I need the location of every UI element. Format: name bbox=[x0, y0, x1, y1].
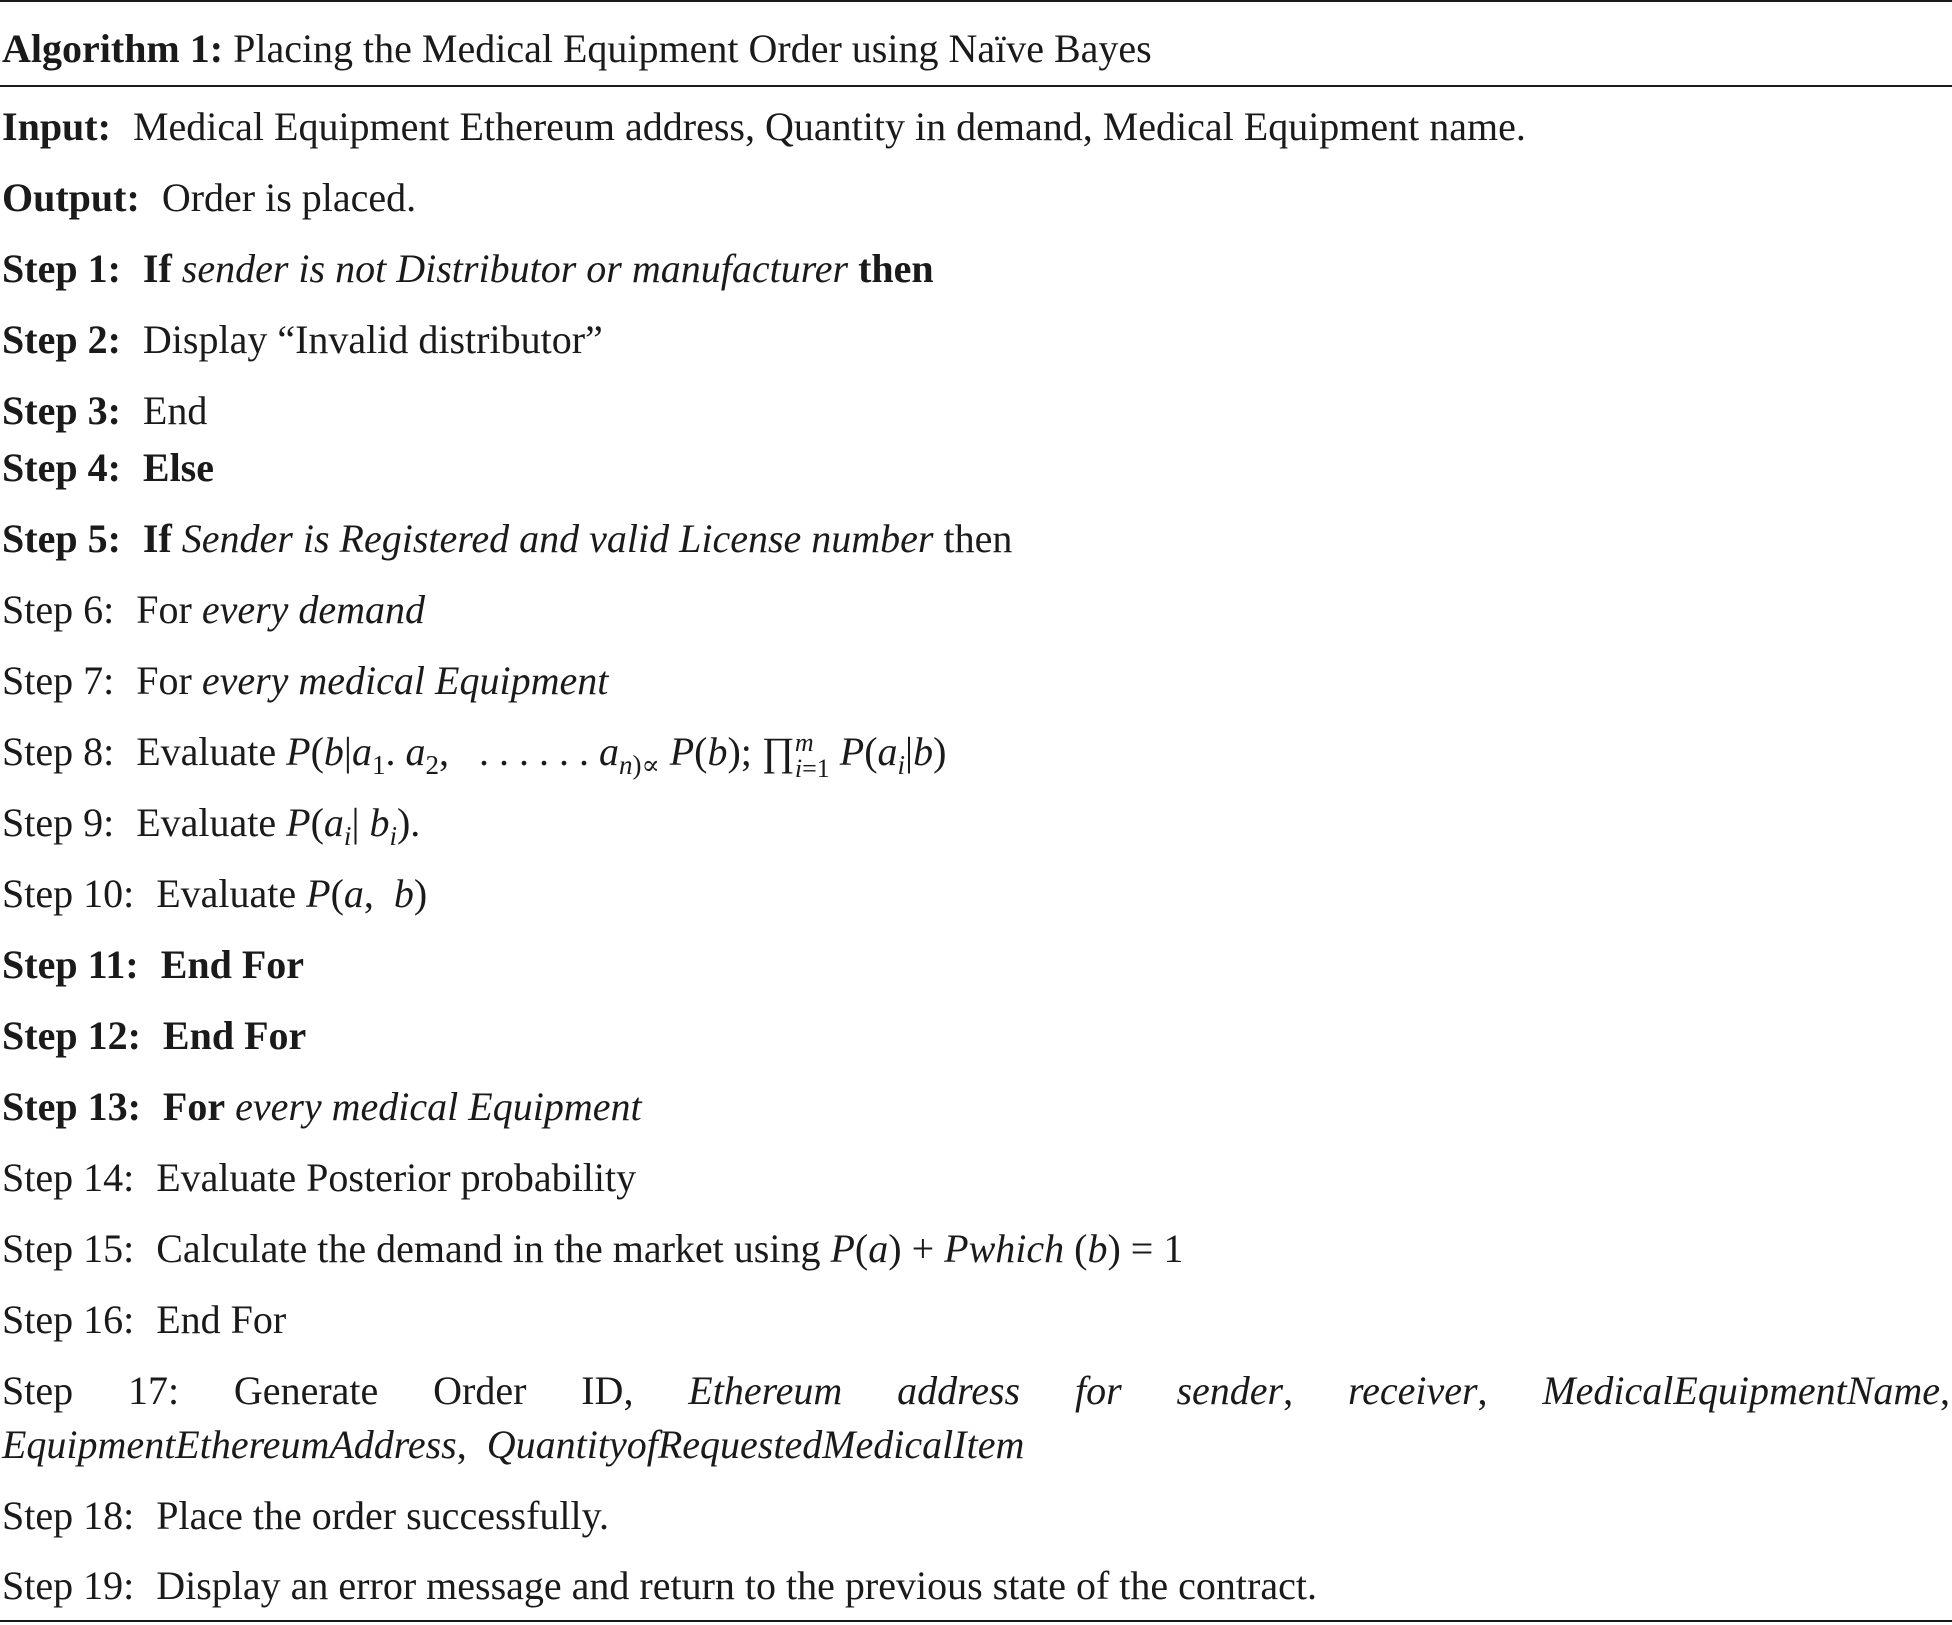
step-6 bbox=[2, 585, 425, 635]
caption-rule bbox=[0, 85, 1952, 87]
demand-formula: P(a) + Pwhich (b) = 1 bbox=[830, 1226, 1184, 1271]
step-italic: EquipmentEthereumAddress bbox=[2, 1422, 457, 1467]
step-10 bbox=[2, 869, 427, 919]
step-17: Step 17: Generate Order ID, Ethereum address for sender, receiver, MedicalEquipmentName, bbox=[2, 1368, 1951, 1413]
step-2 bbox=[2, 315, 603, 365]
keyword: Else bbox=[142, 445, 215, 490]
step-18 bbox=[2, 1491, 609, 1541]
step-label: Step 16: bbox=[2, 1297, 135, 1342]
step-7 bbox=[2, 656, 608, 706]
step-13 bbox=[2, 1082, 642, 1132]
step-text: Order bbox=[433, 1368, 527, 1413]
step-14 bbox=[2, 1153, 636, 1203]
step-italic: Ethereum address for sender bbox=[688, 1368, 1284, 1413]
step-text: Calculate the demand in the market using bbox=[156, 1226, 821, 1271]
step-italic: QuantityofRequestedMedicalItem bbox=[486, 1422, 1025, 1467]
step-italic: every medical Equipment bbox=[235, 1084, 642, 1129]
joint-formula: P(a, b) bbox=[306, 871, 428, 916]
step-text: End bbox=[142, 388, 208, 433]
step-label: Step 5: bbox=[2, 516, 121, 561]
step-label: Step 14: bbox=[2, 1155, 135, 1200]
naive-bayes-formula: $P(b|a_1$. $a_2$, . . . . . . $a_{n)\propto}$ P(b); ∏ m i=1 $P(a_i|b)$ bbox=[286, 727, 947, 783]
step-italic: MedicalEquipmentName bbox=[1542, 1368, 1941, 1413]
step-label: Step 13: bbox=[2, 1084, 141, 1129]
step-text: Evaluate bbox=[136, 729, 277, 774]
step-label: Step 1: bbox=[2, 246, 121, 291]
input-text: Medical Equipment Ethereum address, Quantity in demand, Medical Equipment name. bbox=[132, 104, 1526, 149]
bottom-rule bbox=[0, 1620, 1952, 1622]
step-label: Step 19: bbox=[2, 1563, 135, 1608]
condition: sender is not Distributor or manufacturer bbox=[181, 246, 849, 291]
step-15 bbox=[2, 1224, 1183, 1274]
step-text: End For bbox=[156, 1297, 287, 1342]
step-17-continued: EquipmentEthereumAddress, QuantityofRequestedMedicalItem bbox=[2, 1422, 1025, 1467]
step-19 bbox=[2, 1561, 1317, 1611]
keyword: End For bbox=[160, 942, 305, 987]
keyword: End For bbox=[162, 1013, 307, 1058]
step-label: Step 7: bbox=[2, 658, 115, 703]
keyword: If bbox=[142, 246, 172, 291]
step-label: Step 8: bbox=[2, 729, 115, 774]
keyword: then bbox=[858, 246, 934, 291]
step-16 bbox=[2, 1295, 286, 1345]
step-12 bbox=[2, 1011, 306, 1061]
step-text: Evaluate Posterior probability bbox=[156, 1155, 637, 1200]
top-rule bbox=[0, 0, 1952, 2]
step-5 bbox=[2, 514, 1012, 564]
step-italic: every medical Equipment bbox=[201, 658, 609, 703]
step-text: Display “Invalid distributor” bbox=[142, 317, 603, 362]
step-text: Generate bbox=[233, 1368, 379, 1413]
step-3 bbox=[2, 386, 207, 436]
step-label: Step 9: bbox=[2, 800, 115, 845]
step-9 bbox=[2, 798, 421, 851]
output-label: Output: bbox=[2, 175, 140, 220]
step-text: Place the order successfully. bbox=[156, 1493, 610, 1538]
keyword: For bbox=[162, 1084, 226, 1129]
keyword: If bbox=[142, 516, 172, 561]
step-4 bbox=[2, 443, 214, 493]
step-label: Step 6: bbox=[2, 587, 115, 632]
algorithm-title: Placing the Medical Equipment Order using Naïve Bayes bbox=[233, 26, 1152, 71]
step-text: Evaluate bbox=[136, 800, 277, 845]
input-label: Input: bbox=[2, 104, 111, 149]
algorithm-caption bbox=[2, 24, 1152, 74]
step-text: Display an error message and return to the previous state of the contract. bbox=[156, 1563, 1317, 1608]
condition: Sender is Registered and valid License number bbox=[181, 516, 934, 561]
step-text: For bbox=[136, 658, 192, 703]
step-italic: every demand bbox=[201, 587, 426, 632]
output-line bbox=[2, 173, 416, 223]
step-label: Step 4: bbox=[2, 445, 121, 490]
likelihood-formula: $P(a_i|$ $b_i$). bbox=[286, 800, 421, 851]
step-11 bbox=[2, 940, 304, 990]
step-label: Step 15: bbox=[2, 1226, 135, 1271]
step-label: Step 18: bbox=[2, 1493, 135, 1538]
step-text: For bbox=[136, 587, 192, 632]
input-line bbox=[2, 102, 1526, 152]
step-label: Step 2: bbox=[2, 317, 121, 362]
algorithm-label: Algorithm 1: bbox=[2, 26, 224, 71]
step-text: then bbox=[943, 516, 1013, 561]
step-text: ID, bbox=[581, 1368, 634, 1413]
step-1 bbox=[2, 244, 934, 294]
step-label: Step 3: bbox=[2, 388, 121, 433]
step-italic: receiver bbox=[1347, 1368, 1478, 1413]
output-text: Order is placed. bbox=[161, 175, 417, 220]
step-label: Step 11: bbox=[2, 942, 139, 987]
step-label: Step 12: bbox=[2, 1013, 141, 1058]
step-label: Step 17: bbox=[2, 1368, 180, 1413]
step-label: Step 10: bbox=[2, 871, 135, 916]
step-8 bbox=[2, 727, 946, 782]
step-text: Evaluate bbox=[156, 871, 297, 916]
